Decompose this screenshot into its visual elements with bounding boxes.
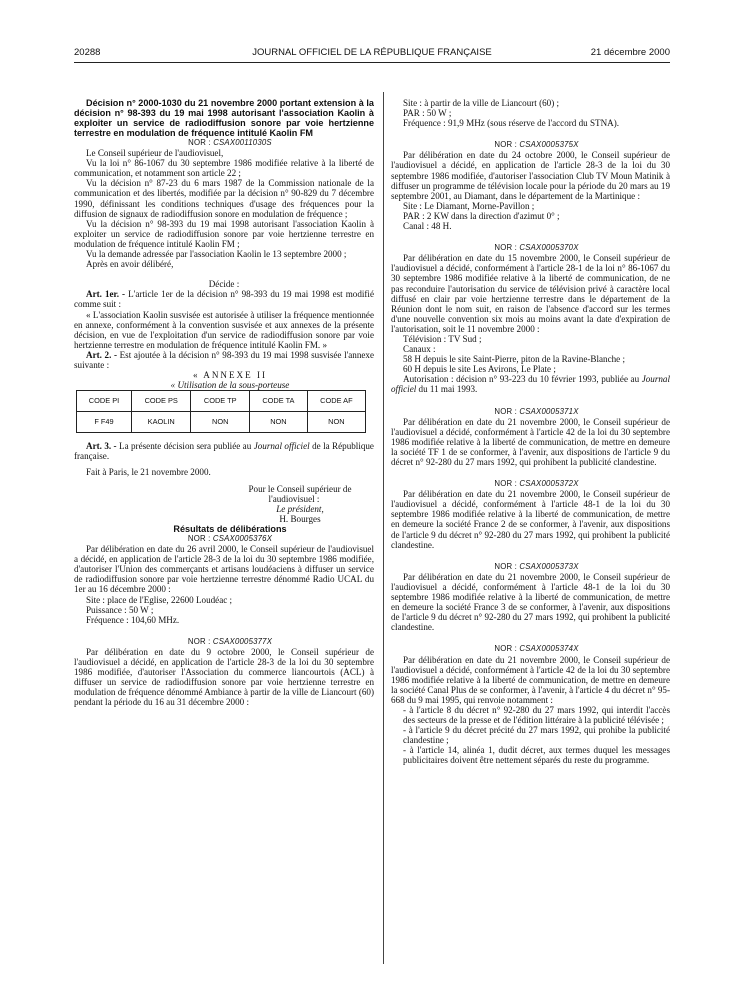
list-item: - à l'article 8 du décret n° 92-280 du 27 mars 1992, qui interdit l'accès des secteurs de la presse et de l'édition littéraire à la publicité télévisée ; <box>403 704 670 726</box>
acl-par: PAR : 50 W ; <box>403 108 452 119</box>
table-header-row <box>77 391 366 412</box>
nor-reference: NOR : CSAX0005375X <box>494 140 579 150</box>
deliberation-france3: Par délibération en date du 21 novembre 2000, le Conseil supérieur de l'audiovisuel a décidé, conformément à l'article 48-1 de la loi du 30 septembre 1986 modifiée relative à la liberté de communication, de mettre en demeure la société France 3 de se conformer, à l'avenir, aux dispositions de l'article 9 du décret n° 92-280 du 27 mars 1992, qui prohibent la publicité clandestine. <box>391 571 670 633</box>
table-header: CODE TP <box>191 391 250 412</box>
right-column <box>391 98 670 766</box>
nor-reference: NOR : CSAX0005372X <box>494 479 579 489</box>
article-1: Art. 1er. - L'article 1er de la décision n° 98-393 du 19 mai 1998 est modifié comme suit : <box>74 289 374 310</box>
page-header <box>74 47 670 61</box>
ucal-power: Puissance : 50 W ; <box>86 604 154 615</box>
deliberation-canal-plus: Par délibération en date du 21 novembre 2000, le Conseil supérieur de l'audiovisuel a décidé, conformément à l'article 42 de la loi du 30 septembre 1986 modifiée relative à la liberté de communication, de mettre en demeure la société Canal Plus de se conformer, à l'avenir, à l'article 4 du décret n° 95-668 du 9 mai 1995, qui renvoie notamment : <box>391 654 670 705</box>
list-item: - à l'article 14, alinéa 1, dudit décret, aux termes duquel les messages publicitaires doivent être nettement séparés du reste du programme. <box>403 745 670 766</box>
decide-heading: Décide : <box>208 279 240 290</box>
header-rule <box>74 62 670 63</box>
mm-canal: Canal : 48 H. <box>403 221 452 232</box>
nor-reference: NOR : CSAX0005371X <box>494 406 579 416</box>
annex-subtitle: « Utilisation de la sous-porteuse <box>170 380 290 391</box>
visa-1: Vu la loi n° 86-1067 du 30 septembre 1986 modifiée relative à la liberté de communication, et notamment son article 22 ; <box>74 158 374 179</box>
table-cell: F F49 <box>77 412 132 433</box>
ucal-site: Site : place de l'Eglise, 22600 Loudéac ; <box>86 594 233 605</box>
journal-title: JOURNAL OFFICIEL DE LA RÉPUBLIQUE FRANÇAISE <box>252 47 492 58</box>
table-header: CODE AF <box>307 391 365 412</box>
visa-3: Vu la décision n° 98-393 du 19 mai 1998 autorisant l'association Kaolin à exploiter un service de radiodiffusion sonore par voie hertzienne terrestre en modulation de fréquence intitulé Kaolin FM ; <box>74 218 374 249</box>
visa-5: Après en avoir délibéré, <box>86 259 174 270</box>
deliberation-tv-sud: Par délibération en date du 15 novembre 2000, le Conseil supérieur de l'audiovisuel a décidé, conformément à l'article 28-1 de la loi n° 86-1067 du 30 septembre 1986 modifiée relative à la liberté de communication, de ne pas reconduire l'autorisation du service de télévision privé à caractère local diffusé en clair par voie hertzienne terrestre dans le département de la Réunion dont le nom suit, en raison de l'absence d'accord sur les termes d'une nouvelle convention six mois au moins avant la date d'expiration de l'autorisation, soit le 11 novembre 2000 : <box>391 253 670 334</box>
left-column <box>74 98 374 708</box>
visa-2: Vu la décision n° 87-23 du 6 mars 1987 de la Commission nationale de la communication et des libertés, modifiée par la décision n° 90-829 du 7 décembre 1990, définissant les conditions techniques d'usage des fréquences pour la diffusion de signaux de radiodiffusion sonore en modulation de fréquence ; <box>74 178 374 219</box>
signature-line-1: Pour le Conseil supérieur de l'audiovisuel : <box>248 483 352 504</box>
canal-plus-list <box>391 705 670 766</box>
deliberation-acl: Par délibération en date du 9 octobre 2000, le Conseil supérieur de l'audiovisuel a décidé, en application de l'article 28-3 de la loi du 30 septembre 1986 modifiée, d'autoriser l'Association du commerce liancourtois (ACL) à diffuser un service de radiodiffusion sonore par voie hertzienne terrestre en modulation de fréquence dénommé Ambiance à partir de la ville de Liancourt (60) pendant la période du 16 au 31 décembre 2000 : <box>74 646 374 708</box>
nor-reference: NOR : CSAX0005377X <box>187 636 273 646</box>
column-divider <box>383 92 384 964</box>
nor-reference: NOR : CSAX0005376X <box>187 534 273 543</box>
list-item: - à l'article 9 du décret précité du 27 mars 1992, qui prohibe la publicité clandestine ; <box>403 725 670 746</box>
tv-sud-canal-1: 58 H depuis le site Saint-Pierre, piton de la Ravine-Blanche ; <box>403 354 625 365</box>
deliberation-france2: Par délibération en date du 21 novembre 2000, le Conseil supérieur de l'audiovisuel a décidé, conformément à l'article 48-1 de la loi du 30 septembre 1986 modifiée relative à la liberté de communication, de mettre en demeure la société France 2 de se conformer, à l'avenir, aux dispositions de l'article 9 du décret n° 92-280 du 27 mars 1992, qui prohibent la publicité clandestine. <box>391 489 670 550</box>
mm-site: Site : Le Diamant, Morne-Pavillon ; <box>403 200 535 211</box>
annex-title: « ANNEXE II <box>192 370 268 381</box>
nor-reference: NOR : CSAX0005373X <box>494 561 579 571</box>
ucal-frequency: Fréquence : 104,60 MHz. <box>86 614 180 625</box>
table-cell: NON <box>307 412 365 433</box>
deliberation-ucal: Par délibération en date du 26 avril 2000, le Conseil supérieur de l'audiovisuel a décidé, en application de l'article 28-3 de la loi du 30 septembre 1986 modifiée, d'autoriser l'Union des commerçants et artisans loudéaciens à diffuser un service de radiodiffusion sonore par voie hertzienne terrestre dénommé Radio UCAL du 1er au 16 décembre 2000 : <box>74 544 374 595</box>
fait-a-paris: Fait à Paris, le 21 novembre 2000. <box>86 467 211 478</box>
issue-date: 21 décembre 2000 <box>590 47 670 58</box>
acl-frequency: Fréquence : 91,9 MHz (sous réserve de l'accord du STNA). <box>403 118 620 129</box>
signature-line-2: Le président, <box>276 503 324 514</box>
annex-table <box>76 390 366 433</box>
visa-0: Le Conseil supérieur de l'audiovisuel, <box>86 148 224 159</box>
table-cell: NON <box>250 412 308 433</box>
table-header: CODE PI <box>77 391 132 412</box>
table-cell: KAOLIN <box>131 412 190 433</box>
mm-par: PAR : 2 KW dans la direction d'azimut 0° ; <box>403 210 560 221</box>
tv-sud-canaux: Canaux : <box>403 344 436 355</box>
table-header: CODE PS <box>131 391 190 412</box>
deliberation-tf1: Par délibération en date du 21 novembre 2000, le Conseil supérieur de l'audiovisuel a décidé, conformément à l'article 42 de la loi du 30 septembre 1986 modifiée relative à la liberté de communication, de mettre en demeure la société TF 1 de se conformer, à l'avenir, aux dispositions de l'article 9 du décret n° 92-280 du 27 mars 1992, qui prohibent la publicité clandestine. <box>391 416 670 467</box>
nor-reference: NOR : CSAX0011030S <box>188 138 272 147</box>
article-3: Art. 3. - La présente décision sera publiée au Journal officiel de la République française. <box>74 441 374 462</box>
visa-4: Vu la demande adressée par l'association Kaolin le 13 septembre 2000 ; <box>86 249 347 260</box>
decision-title: Décision n° 2000-1030 du 21 novembre 2000 portant extension à la décision n° 98-393 du 19 mai 1998 autorisant l'association Kaolin à exploiter un service de radiodiffusion sonore par voie hertzienne terrestre en modulation de fréquence intitulé Kaolin FM <box>74 98 374 138</box>
table-header: CODE TA <box>250 391 308 412</box>
nor-reference: NOR : CSAX0005374X <box>494 644 579 654</box>
tv-sud-name: Télévision : TV Sud ; <box>403 333 482 344</box>
page-number: 20288 <box>74 47 101 58</box>
nor-reference: NOR : CSAX0005370X <box>494 243 579 253</box>
table-cell: NON <box>191 412 250 433</box>
article-1-quote: « L'association Kaolin susvisée est autorisée à utiliser la fréquence mentionnée en annexe, conformément à la convention susvisée et aux annexes de la présente décision, en vue de l'exploitation d'un service de radiodiffusion sonore par voie hertzienne terrestre en modulation de fréquence intitulé Kaolin FM. » <box>74 309 374 350</box>
acl-site: Site : à partir de la ville de Liancourt (60) ; <box>403 98 560 108</box>
deliberation-moun-matinik: Par délibération en date du 24 octobre 2000, le Conseil supérieur de l'audiovisuel a décidé, en application de l'article 28-3 de la loi du 30 septembre 1986 modifiée, d'autoriser l'association Club TV Moun Matinik à diffuser un programme de télévision locale pour la période du 20 mars au 19 septembre 2001, au Diamant, dans le département de la Martinique : <box>391 150 670 201</box>
signature-line-3: H. Bourges <box>279 513 321 524</box>
table-row <box>77 412 366 433</box>
results-title: Résultats de délibérations <box>173 523 287 534</box>
article-2: Art. 2. - Est ajoutée à la décision n° 98-393 du 19 mai 1998 susvisée l'annexe suivante : <box>74 349 374 370</box>
tv-sud-canal-2: 60 H depuis le site Les Avirons, Le Plate ; <box>403 364 556 375</box>
tv-sud-authorisation: Autorisation : décision n° 93-223 du 10 février 1993, publiée au Journal officiel du 11 mai 1993. <box>391 374 670 395</box>
